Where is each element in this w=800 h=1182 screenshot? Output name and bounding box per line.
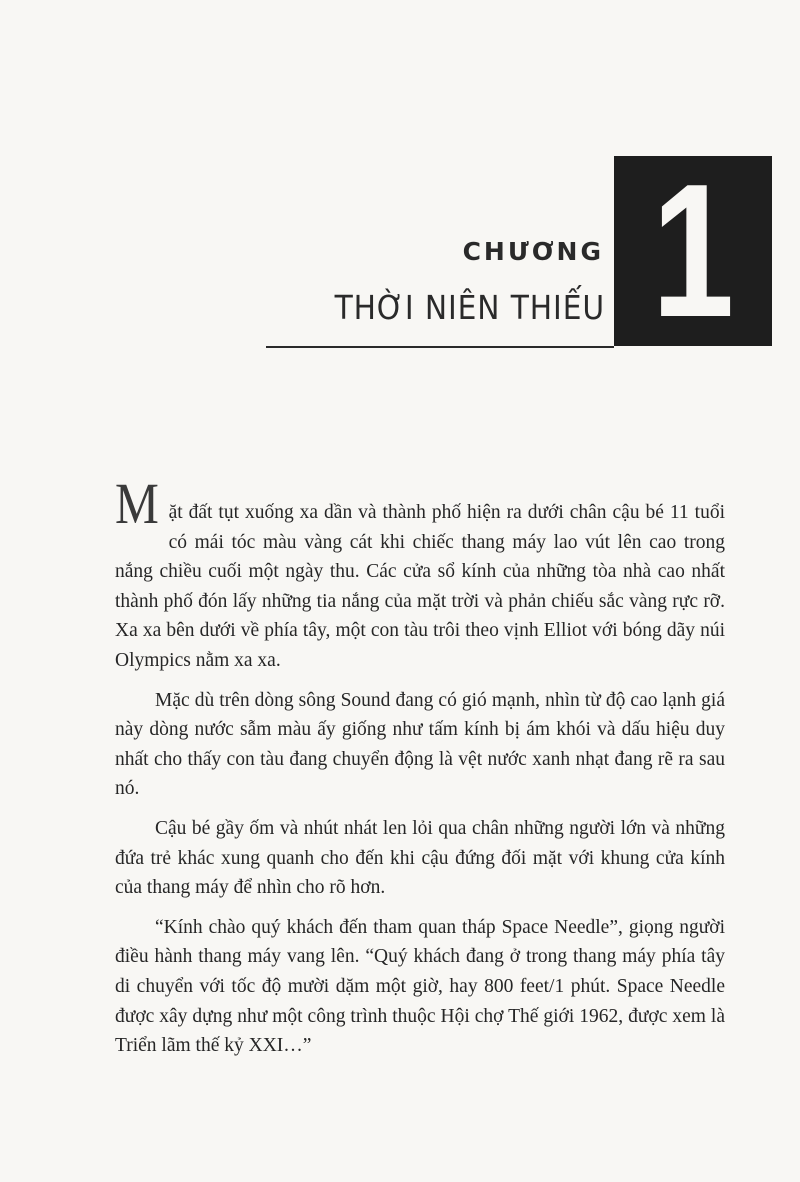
chapter-body <box>115 471 725 1071</box>
drop-cap: M <box>115 471 159 536</box>
paragraph-2: Mặc dù trên dòng sông Sound đang có gió mạnh, nhìn từ độ cao lạnh giá này dòng nước sẫm màu ấy giống như tấm kính bị ám khói và dấu hiệu duy nhất cho thấy con tàu đang chuyển động là vệt nước xanh nhạt đang rẽ ra sau nó. <box>115 689 725 800</box>
chapter-number: 1 <box>651 145 735 357</box>
chapter-title: THỜI NIÊN THIẾU <box>334 288 605 327</box>
paragraph-4: “Kính chào quý khách đến tham quan tháp Space Needle”, giọng người điều hành thang máy vang lên. “Quý khách đang ở trong thang máy phía tây di chuyển với tốc độ mười dặm một giờ, hay 800 feet/1 phút. Space Needle được xây dựng như một công trình thuộc Hội chợ Thế giới 1962, được xem là Triển lãm thế kỷ XXI…” <box>115 916 725 1057</box>
title-underline <box>266 346 614 348</box>
paragraph-1 <box>115 471 725 676</box>
paragraph-1-text: ặt đất tụt xuống xa dần và thành phố hiện ra dưới chân cậu bé 11 tuổi có mái tóc màu vàng cát khi chiếc thang máy lao vút lên cao trong nắng chiều cuối một ngày thu. Các cửa sổ kính của những tòa nhà cao nhất thành phố đón lấy những tia nắng của mặt trời và phản chiếu sắc vàng rực rỡ. Xa xa bên dưới về phía tây, một con tàu trôi theo vịnh Elliot với bóng dãy núi Olympics nằm xa xa. <box>115 502 725 671</box>
chapter-label: CHƯƠNG <box>462 237 604 266</box>
paragraph-3: Cậu bé gầy ốm và nhút nhát len lỏi qua chân những người lớn và những đứa trẻ khác xung quanh cho đến khi cậu đứng đối mặt với khung cửa kính của thang máy để nhìn cho rõ hơn. <box>115 817 725 899</box>
